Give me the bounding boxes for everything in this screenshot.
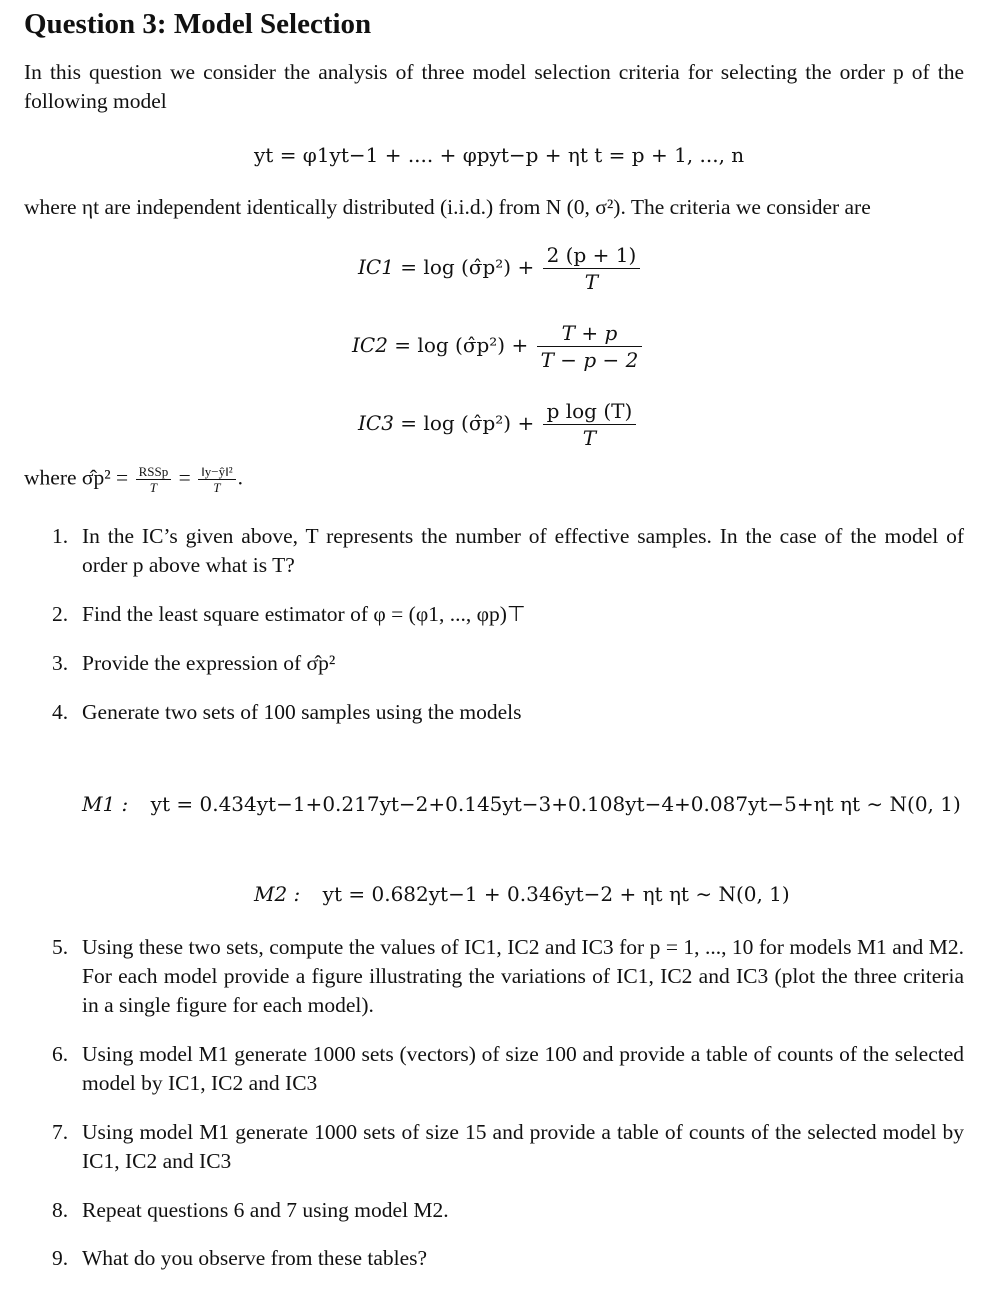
model-equation-text: yt = 0.682yt−1 + 0.346yt−2 + ηt ηt ∼ N(0, 1) [322, 882, 790, 906]
criterion-lhs: log (σ̂p²) + [423, 411, 535, 435]
item-number: 5. [52, 935, 69, 959]
list-item [52, 1244, 964, 1273]
list-item [52, 649, 964, 678]
criterion-ic1: IC1 = log (σ̂p²) + $\frac{2 (p + 1)}{T}$ [358, 242, 642, 295]
fraction-denominator: T − p − 2 [540, 348, 639, 372]
item-number: 9. [52, 1246, 69, 1270]
criterion-label: IC1 [358, 255, 394, 279]
criterion-ic2: IC2 = log (σ̂p²) + $\frac{T + p}{T - p - 2}$ [352, 320, 644, 373]
fraction-denominator: T [213, 480, 221, 495]
item-text: Using these two sets, compute the values of IC1, IC2 and IC3 for p = 1, ..., 10 for models M1 and M2. For each model provide a figure illustrating the variations of IC1, IC2 and IC3 (plot the three criteria in a single figure for each model). [82, 935, 964, 1017]
item-text: What do you observe from these tables? [82, 1246, 428, 1270]
fraction-numerator: p log (T) [543, 398, 637, 425]
intro-paragraph: In this question we consider the analysis of three model selection criteria for selecting the order p of the following model [24, 60, 964, 113]
question-title: Question 3: Model Selection [24, 8, 372, 40]
list-item [52, 1040, 964, 1098]
sigma-definition: where σ̂p² = $\frac{\text{RSSp}}{T}$ = $\frac{\text{‖y−ŷ‖²}}{T}$ . [24, 464, 243, 495]
item-text: In the IC’s given above, T represents the number of effective samples. In the case of the model of order p above what is T? [82, 524, 964, 577]
item-number: 4. [52, 700, 69, 724]
criterion-fraction [543, 398, 637, 451]
item-number: 8. [52, 1198, 69, 1222]
item-number: 7. [52, 1120, 69, 1144]
item-number: 1. [52, 524, 69, 548]
item-text: Using model M1 generate 1000 sets (vectors) of size 100 and provide a table of counts of the selected model by IC1, IC2 and IC3 [82, 1042, 964, 1095]
list-item [52, 1118, 964, 1176]
list-item [52, 600, 964, 629]
list-item [52, 522, 964, 580]
criterion-lhs: log (σ̂p²) + [423, 255, 535, 279]
fraction-numerator: RSSp [136, 464, 172, 480]
fraction-denominator: T [582, 426, 597, 450]
fraction-denominator: T [149, 480, 157, 495]
where-paragraph: where ηt are independent identically distributed (i.i.d.) from N (0, σ²). The criteria we consider are [24, 195, 871, 219]
model-label: M1 : [82, 792, 129, 816]
rss-fraction [136, 464, 172, 495]
fraction-numerator: ‖y−ŷ‖² [198, 464, 236, 480]
item-text: Find the least square estimator of φ = (φ1, ..., φp)⊤ [82, 602, 526, 626]
model-equation-text: yt = 0.434yt−1+0.217yt−2+0.145yt−3+0.108yt−4+0.087yt−5+ηt ηt ∼ N(0, 1) [150, 792, 961, 816]
item-text: Generate two sets of 100 samples using the models [82, 700, 522, 724]
list-item [52, 698, 964, 727]
item-number: 2. [52, 602, 69, 626]
criterion-label: IC2 [352, 333, 388, 357]
item-number: 3. [52, 651, 69, 675]
fraction-denominator: T [584, 270, 599, 294]
item-number: 6. [52, 1042, 69, 1066]
criterion-label: IC3 [358, 411, 394, 435]
list-item [52, 1196, 964, 1225]
criterion-lhs: log (σ̂p²) + [417, 333, 529, 357]
item-text: Provide the expression of σ̂p² [82, 651, 336, 675]
criterion-fraction [543, 242, 641, 295]
criterion-fraction [537, 320, 643, 373]
norm-fraction [198, 464, 236, 495]
fraction-numerator: T + p [537, 320, 643, 347]
model-label: M2 : [254, 882, 301, 906]
model-equation: yt = φ1yt−1 + .... + φpyt−p + ηt t = p + 1, ..., n [254, 143, 745, 167]
model-m2 [254, 882, 790, 906]
item-text: Using model M1 generate 1000 sets of size 15 and provide a table of counts of the selected model by IC1, IC2 and IC3 [82, 1120, 964, 1173]
sigma-prefix: where σ̂p² = [24, 465, 129, 490]
criterion-ic3: IC3 = log (σ̂p²) + $\frac{\text{p log (T)}}{T}$ [358, 398, 638, 451]
fraction-numerator: 2 (p + 1) [543, 242, 641, 269]
list-item [52, 933, 964, 1020]
item-text: Repeat questions 6 and 7 using model M2. [82, 1198, 449, 1222]
model-m1 [82, 792, 961, 816]
